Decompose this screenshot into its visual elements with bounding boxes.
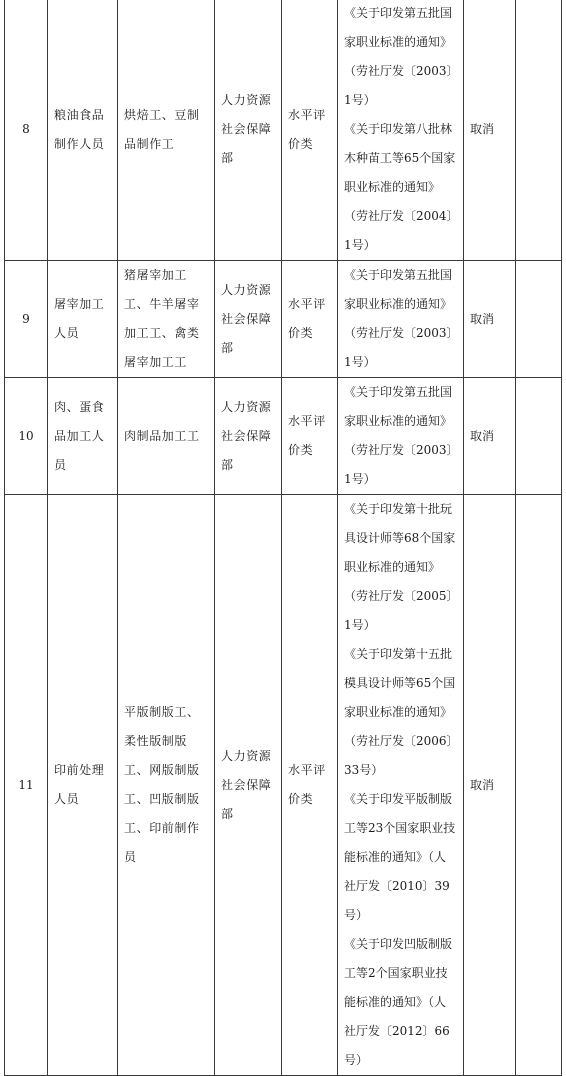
occupation-qualification-table <box>4 0 562 1076</box>
basis-document: 《关于印发第十批玩具设计师等68个国家职业标准的通知》（劳社厅发〔2005〕1号） <box>344 502 456 632</box>
implementing-department: 人力资源社会保障部 <box>215 261 282 378</box>
basis-documents <box>338 378 464 495</box>
occupation-names: 烘焙工、豆制品制作工 <box>118 0 215 261</box>
evaluation-type: 水平评价类 <box>282 0 338 261</box>
occupation-names: 猪屠宰加工工、牛羊屠宰加工工、禽类屠宰加工工 <box>118 261 215 378</box>
remarks-cell <box>516 495 562 1076</box>
occupation-category: 肉、蛋食品加工人员 <box>48 378 118 495</box>
row-index: 10 <box>5 378 48 495</box>
occupation-category: 印前处理人员 <box>48 495 118 1076</box>
action-status: 取消 <box>464 261 516 378</box>
remarks-cell <box>516 378 562 495</box>
occupation-names: 肉制品加工工 <box>118 378 215 495</box>
implementing-department: 人力资源社会保障部 <box>215 495 282 1076</box>
basis-documents <box>338 495 464 1076</box>
table-row <box>5 0 562 261</box>
table-row <box>5 378 562 495</box>
basis-document: 《关于印发凹版制版工等2个国家职业技能标准的通知》（人社厅发〔2012〕66号） <box>344 937 453 1067</box>
row-index: 9 <box>5 261 48 378</box>
implementing-department: 人力资源社会保障部 <box>215 378 282 495</box>
action-status: 取消 <box>464 0 516 261</box>
row-index: 11 <box>5 495 48 1076</box>
basis-document: 《关于印发第八批林木种苗工等65个国家职业标准的通知》（劳社厅发〔2004〕1号） <box>344 122 456 252</box>
basis-document: 《关于印发第五批国家职业标准的通知》（劳社厅发〔2003〕1号） <box>344 385 453 486</box>
basis-document: 《关于印发第五批国家职业标准的通知》（劳社厅发〔2003〕1号） <box>344 268 453 369</box>
basis-document: 《关于印发第十五批模具设计师等65个国家职业标准的通知》（劳社厅发〔2006〕33号） <box>344 647 456 777</box>
action-status: 取消 <box>464 378 516 495</box>
evaluation-type: 水平评价类 <box>282 261 338 378</box>
basis-document: 《关于印发第五批国家职业标准的通知》（劳社厅发〔2003〕1号） <box>344 6 453 107</box>
remarks-cell <box>516 0 562 261</box>
occupation-category: 屠宰加工人员 <box>48 261 118 378</box>
occupation-category: 粮油食品制作人员 <box>48 0 118 261</box>
implementing-department: 人力资源社会保障部 <box>215 0 282 261</box>
occupation-names: 平版制版工、柔性版制版工、网版制版工、凹版制版工、印前制作员 <box>118 495 215 1076</box>
table-row <box>5 261 562 378</box>
evaluation-type: 水平评价类 <box>282 495 338 1076</box>
row-index: 8 <box>5 0 48 261</box>
basis-documents <box>338 261 464 378</box>
evaluation-type: 水平评价类 <box>282 378 338 495</box>
table-row <box>5 495 562 1076</box>
basis-documents <box>338 0 464 261</box>
remarks-cell <box>516 261 562 378</box>
basis-document: 《关于印发平版制版工等23个国家职业技能标准的通知》（人社厅发〔2010〕39号） <box>344 792 456 922</box>
action-status: 取消 <box>464 495 516 1076</box>
